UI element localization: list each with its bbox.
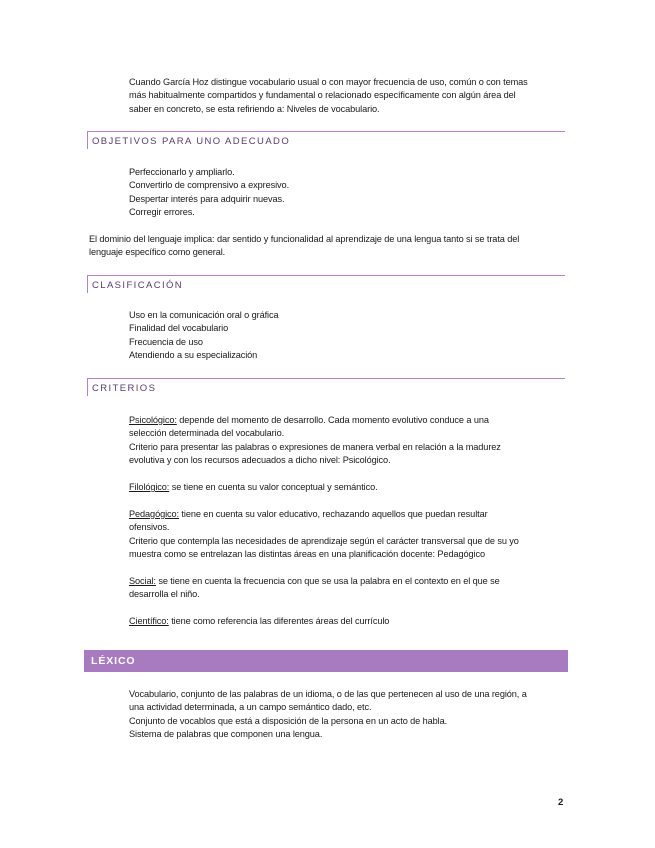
intro-line: Cuando García Hoz distingue vocabulario usual o con mayor frecuencia de uso, común o con temas: [129, 77, 528, 87]
paragraph-line: una actividad determinada, a un campo semántico dado, etc.: [129, 702, 372, 713]
criterio-social: [129, 575, 569, 588]
paragraph-line: Criterio que contempla las necesidades de aprendizaje según el carácter transversal que de su yo: [129, 535, 519, 546]
paragraph-line: Conjunto de vocablos que está a disposición de la persona en un acto de habla.: [129, 715, 448, 726]
criterio-text: depende del momento de desarrollo. Cada momento evolutivo conduce a una: [176, 415, 489, 425]
paragraph-line: ofensivos.: [129, 522, 170, 533]
criterio-term: Psicológico:: [129, 415, 177, 425]
paragraph-line: El dominio del lenguaje implica: dar sentido y funcionalidad al aprendizaje de una lengua tanto si se trata del: [89, 234, 520, 244]
criterio-text: tiene en cuenta su valor educativo, rechazando aquellos que puedan resultar: [178, 508, 488, 519]
list-item: Perfeccionarlo y ampliarlo.: [129, 167, 235, 177]
list-item: Despertar interés para adquirir nuevas.: [129, 193, 285, 204]
lexico-body: [129, 688, 569, 742]
intro-line: saber en concreto, se esta refiriendo a: Niveles de vocabulario.: [129, 103, 380, 114]
criterio-pedagogico: [129, 508, 569, 521]
list-item: Frecuencia de uso: [129, 336, 203, 347]
list-item: Atendiendo a su especialización: [129, 350, 258, 361]
paragraph-line: muestra como se entrelazan las distintas áreas en una planificación docente: Pedagógico: [129, 549, 485, 560]
section-heading-criterios: [87, 378, 565, 396]
section-heading-clasificacion: [87, 275, 565, 293]
paragraph-line: selección determinada del vocabulario.: [129, 428, 285, 439]
intro-line: más habitualmente compartidos y fundamental o relacionado específicamente con algún área del: [129, 90, 516, 101]
paragraph-line: Criterio para presentar las palabras o expresiones de manera verbal en relación a la madurez: [129, 441, 501, 452]
criterio-term: Social:: [129, 575, 156, 586]
intro-paragraph: [129, 76, 569, 116]
paragraph-line: evolutiva y con los recursos adecuados a dicho nivel: Psicológico.: [129, 455, 391, 466]
section-heading-label: CRITERIOS: [92, 383, 157, 394]
section-band-label: LÉXICO: [91, 655, 136, 667]
clasificacion-list: [129, 309, 569, 363]
list-item: Finalidad del vocabulario: [129, 323, 229, 334]
criterio-term: Filológico:: [129, 482, 170, 493]
list-item: Uso en la comunicación oral o gráfica: [129, 310, 279, 320]
paragraph-line: lenguaje específico como general.: [89, 247, 226, 258]
paragraph-line: Sistema de palabras que componen una lengua.: [129, 729, 323, 740]
criterio-text: se tiene en cuenta su valor conceptual y semántico.: [169, 482, 378, 493]
criterios-body: [129, 414, 569, 628]
criterio-text: tiene como referencia las diferentes áreas del currículo: [168, 616, 390, 627]
list-item: Corregir errores.: [129, 207, 195, 218]
section-band-lexico: [84, 650, 568, 672]
criterio-psicologico: [129, 414, 569, 427]
page-number: 2: [558, 797, 564, 808]
criterio-term: Pedagógico:: [129, 508, 179, 519]
criterio-text: se tiene en cuenta la frecuencia con que se usa la palabra en el contexto en el que se: [155, 575, 500, 586]
paragraph-line: desarrolla el niño.: [129, 589, 200, 600]
list-item: Convertirlo de comprensivo a expresivo.: [129, 180, 290, 191]
section-heading-objetivos: [87, 131, 565, 149]
section-heading-label: OBJETIVOS PARA UNO ADECUADO: [92, 136, 291, 147]
criterio-cientifico: [129, 615, 569, 628]
objetivos-list: [129, 166, 569, 220]
section-heading-label: CLASIFICACIÓN: [92, 280, 184, 291]
criterio-filologico: [129, 481, 569, 494]
dominio-paragraph: [89, 233, 565, 260]
criterio-term: Científico:: [129, 616, 169, 627]
paragraph-line: Vocabulario, conjunto de las palabras de un idioma, o de las que pertenecen al uso de una región, a: [129, 689, 527, 699]
